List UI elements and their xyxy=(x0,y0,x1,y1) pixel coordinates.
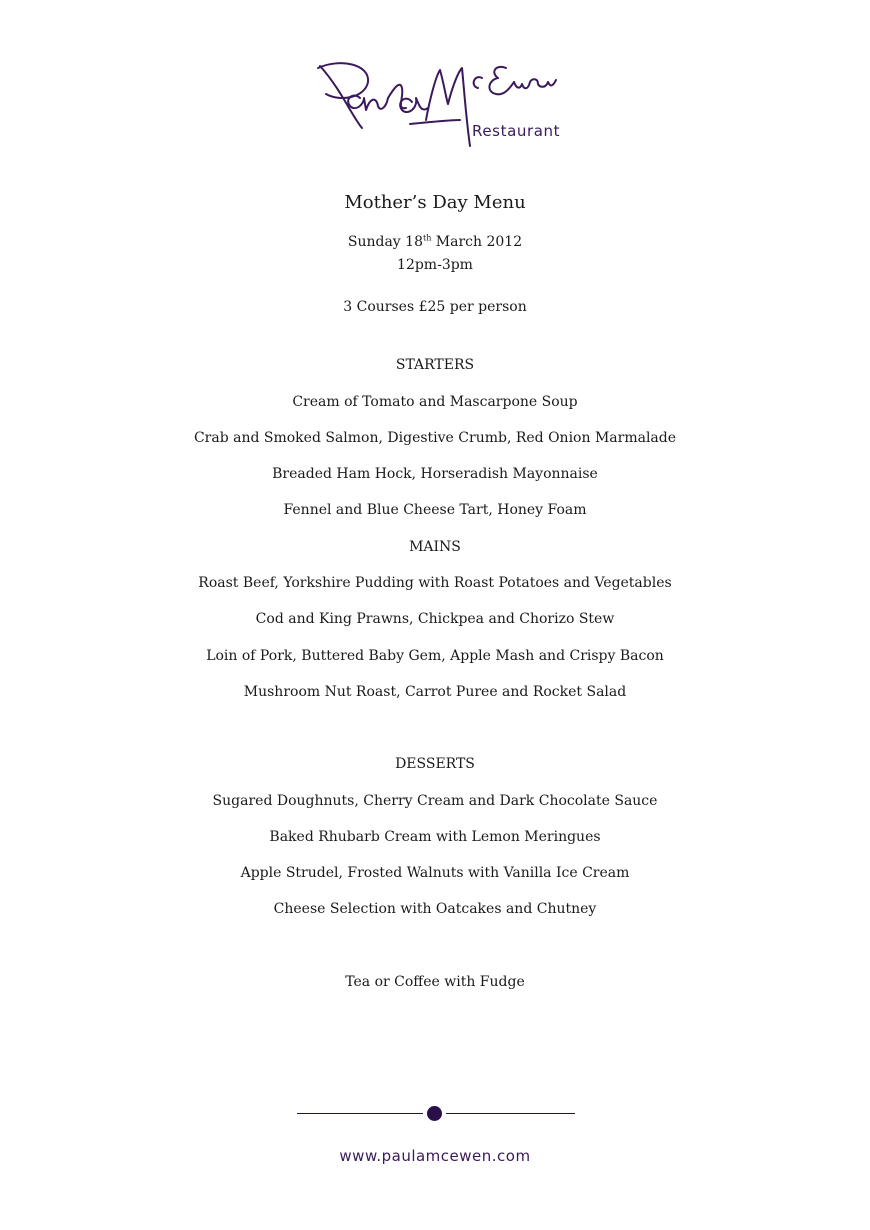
menu-date xyxy=(0,233,870,251)
menu-item: Apple Strudel, Frosted Walnuts with Vanilla Ice Cream xyxy=(240,865,630,881)
starters-heading: STARTERS xyxy=(395,357,475,373)
menu-item: Cod and King Prawns, Chickpea and Chorizo Stew xyxy=(255,611,615,627)
menu-item: Baked Rhubarb Cream with Lemon Meringues xyxy=(269,829,601,845)
menu-item: Fennel and Blue Cheese Tart, Honey Foam xyxy=(283,502,587,518)
menu-item: Breaded Ham Hock, Horseradish Mayonnaise xyxy=(272,466,598,482)
website-link[interactable]: www.paulamcewen.com xyxy=(339,1147,531,1165)
menu-time: 12pm-3pm xyxy=(397,257,473,273)
date-prefix: Sunday 18 xyxy=(347,234,423,250)
menu-item: Roast Beef, Yorkshire Pudding with Roast Potatoes and Vegetables xyxy=(198,575,672,591)
footer-divider-left xyxy=(297,1113,423,1114)
mains-heading: MAINS xyxy=(409,539,461,555)
menu-item: Cream of Tomato and Mascarpone Soup xyxy=(292,394,578,410)
date-ordinal: th xyxy=(422,233,432,243)
menu-item: Loin of Pork, Buttered Baby Gem, Apple Mash and Crispy Bacon xyxy=(206,648,664,664)
menu-title: Mother’s Day Menu xyxy=(344,192,526,213)
restaurant-logo xyxy=(310,58,565,163)
menu-item: Mushroom Nut Roast, Carrot Puree and Rocket Salad xyxy=(243,684,627,700)
closing-line: Tea or Coffee with Fudge xyxy=(345,974,525,990)
menu-price: 3 Courses £25 per person xyxy=(343,299,527,315)
signature-logo-graphic xyxy=(310,58,565,163)
date-suffix: March 2012 xyxy=(431,234,523,250)
menu-item: Crab and Smoked Salmon, Digestive Crumb, Red Onion Marmalade xyxy=(193,430,677,446)
desserts-heading: DESSERTS xyxy=(395,756,475,772)
menu-item: Cheese Selection with Oatcakes and Chutney xyxy=(273,901,597,917)
menu-item: Sugared Doughnuts, Cherry Cream and Dark Chocolate Sauce xyxy=(212,793,658,809)
footer-divider-right xyxy=(446,1113,575,1114)
restaurant-subtitle: Restaurant xyxy=(472,122,561,140)
footer-divider-dot xyxy=(427,1106,442,1121)
